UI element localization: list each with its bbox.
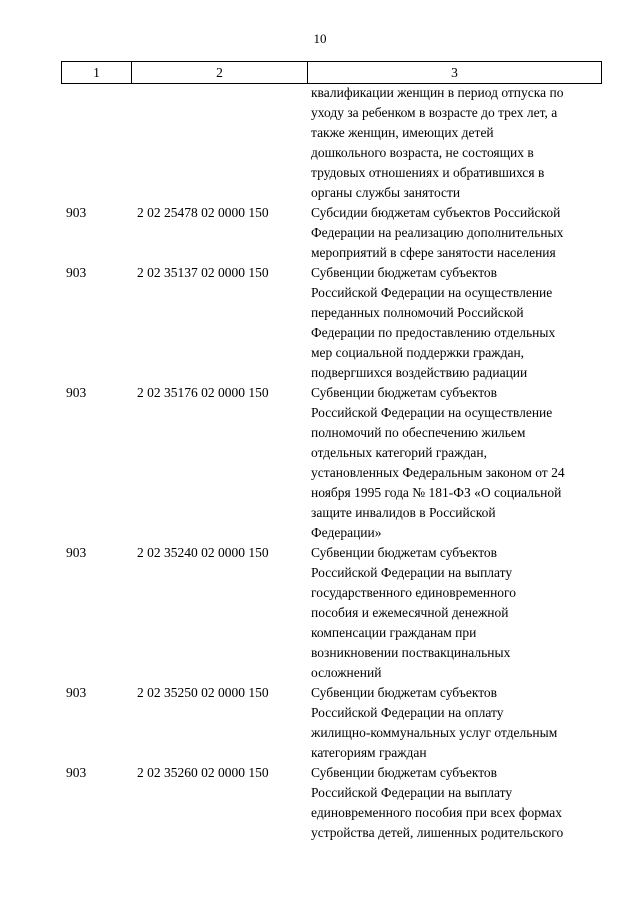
description-line: устройства детей, лишенных родительского xyxy=(311,825,564,840)
description-line: установленных Федеральным законом от 24 xyxy=(311,465,565,480)
description-line: Субвенции бюджетам субъектов xyxy=(311,545,498,560)
description-line: возникновении поствакцинальных xyxy=(311,645,511,660)
column-header-3: 3 xyxy=(308,62,602,84)
description-line: уходу за ребенком в возрасте до трех лет, а xyxy=(311,105,558,120)
description-line: Субвенции бюджетам субъектов xyxy=(311,765,498,780)
admin-code: 903 xyxy=(66,545,87,560)
description-line: государственного единовременного xyxy=(311,585,516,600)
description-line: пособия и ежемесячной денежной xyxy=(311,605,509,620)
description-line: переданных полномочий Российской xyxy=(311,305,524,320)
description-line: Российской Федерации на выплату xyxy=(311,565,513,580)
row-description xyxy=(311,203,603,263)
description-line: единовременного пособия при всех формах xyxy=(311,805,562,820)
description-line: полномочий по обеспечению жильем xyxy=(311,425,526,440)
description-line: также женщин, имеющих детей xyxy=(311,125,494,140)
row-description xyxy=(311,383,603,543)
budget-code: 2 02 35137 02 0000 150 xyxy=(137,265,269,280)
continuation-description xyxy=(311,83,603,203)
description-line: Российской Федерации на осуществление xyxy=(311,285,553,300)
description-line: Российской Федерации на выплату xyxy=(311,785,513,800)
budget-code: 2 02 35250 02 0000 150 xyxy=(137,685,269,700)
description-line: Федерации на реализацию дополнительных xyxy=(311,225,564,240)
description-line: защите инвалидов в Российской xyxy=(311,505,496,520)
row-description xyxy=(311,543,603,683)
description-line: Федерации по предоставлению отдельных xyxy=(311,325,556,340)
admin-code: 903 xyxy=(66,265,87,280)
description-line: Субвенции бюджетам субъектов xyxy=(311,685,498,700)
description-line: Российской Федерации на оплату xyxy=(311,705,504,720)
budget-code: 2 02 35260 02 0000 150 xyxy=(137,765,269,780)
description-line: подвергшихся воздействию радиации xyxy=(311,365,528,380)
description-line: Федерации» xyxy=(311,525,382,540)
description-line: компенсации гражданам при xyxy=(311,625,477,640)
row-description xyxy=(311,763,603,843)
admin-code: 903 xyxy=(66,685,87,700)
description-line: Субвенции бюджетам субъектов xyxy=(311,385,498,400)
admin-code: 903 xyxy=(66,385,87,400)
row-description xyxy=(311,683,603,763)
description-line: осложнений xyxy=(311,665,382,680)
description-line: жилищно-коммунальных услуг отдельным xyxy=(311,725,558,740)
column-header-2: 2 xyxy=(132,62,308,84)
description-line: мероприятий в сфере занятости населения xyxy=(311,245,556,260)
column-header-1: 1 xyxy=(62,62,132,84)
description-line: Субвенции бюджетам субъектов xyxy=(311,265,498,280)
description-line: Субсидии бюджетам субъектов Российской xyxy=(311,205,561,220)
budget-code: 2 02 35176 02 0000 150 xyxy=(137,385,269,400)
budget-code: 2 02 35240 02 0000 150 xyxy=(137,545,269,560)
admin-code: 903 xyxy=(66,765,87,780)
description-line: дошкольного возраста, не состоящих в xyxy=(311,145,534,160)
description-line: трудовых отношениях и обратившихся в xyxy=(311,165,545,180)
description-line: ноября 1995 года № 181-ФЗ «О социальной xyxy=(311,485,562,500)
description-line: Российской Федерации на осуществление xyxy=(311,405,553,420)
page-number: 10 xyxy=(313,31,327,46)
budget-code: 2 02 25478 02 0000 150 xyxy=(137,205,269,220)
admin-code: 903 xyxy=(66,205,87,220)
description-line: органы службы занятости xyxy=(311,185,461,200)
description-line: квалификации женщин в период отпуска по xyxy=(311,85,564,100)
description-line: категориям граждан xyxy=(311,745,427,760)
description-line: мер социальной поддержки граждан, xyxy=(311,345,525,360)
description-line: отдельных категорий граждан, xyxy=(311,445,487,460)
row-description xyxy=(311,263,603,383)
